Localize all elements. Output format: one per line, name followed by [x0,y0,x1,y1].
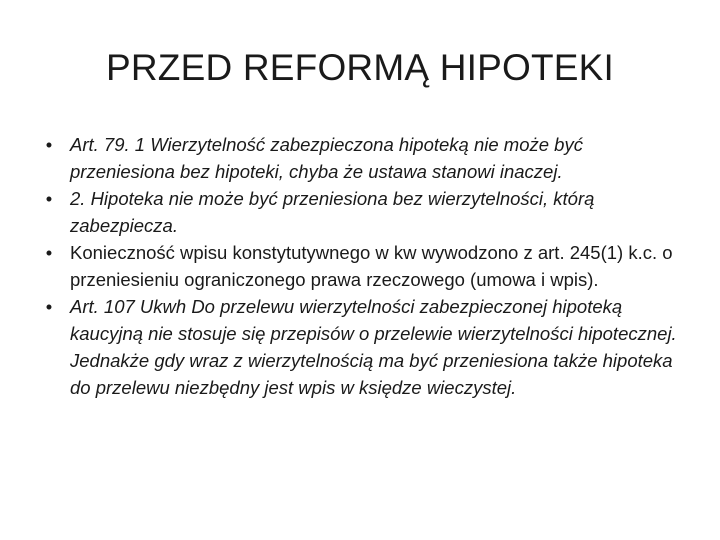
bullet-dot-icon: • [45,134,53,155]
bullet-item [38,131,688,185]
bullet-dot-icon: • [45,188,53,209]
bullet-dot-icon: • [45,296,53,317]
bullet-item [38,239,688,293]
bullet-item [38,293,688,401]
slide-title: PRZED REFORMĄ HIPOTEKI [105,47,615,88]
bullet-list [38,131,688,401]
bullet-text: 2. Hipoteka nie może być przeniesiona bez wierzytelności, którą zabezpiecza. [70,188,595,236]
bullet-item [38,185,688,239]
bullet-text: Art. 79. 1 Wierzytelność zabezpieczona hipoteką nie może być przeniesiona bez hipoteki, chyba że ustawa stanowi inaczej. [70,134,583,182]
bullet-text: Konieczność wpisu konstytutywnego w kw wywodzono z art. 245(1) k.c. o przeniesieniu ograniczonego prawa rzeczowego (umowa i wpis). [70,242,673,290]
bullet-dot-icon: • [45,242,53,263]
bullet-text: Art. 107 Ukwh Do przelewu wierzytelności zabezpieczonej hipoteką kaucyjną nie stosuje się przepisów o przelewie wierzytelności hipotecznej. Jednakże gdy wraz z wierzytelnością ma być przeniesiona także hipoteka do przelewu niezbędny jest wpis w księdze wieczystej. [70,296,677,398]
